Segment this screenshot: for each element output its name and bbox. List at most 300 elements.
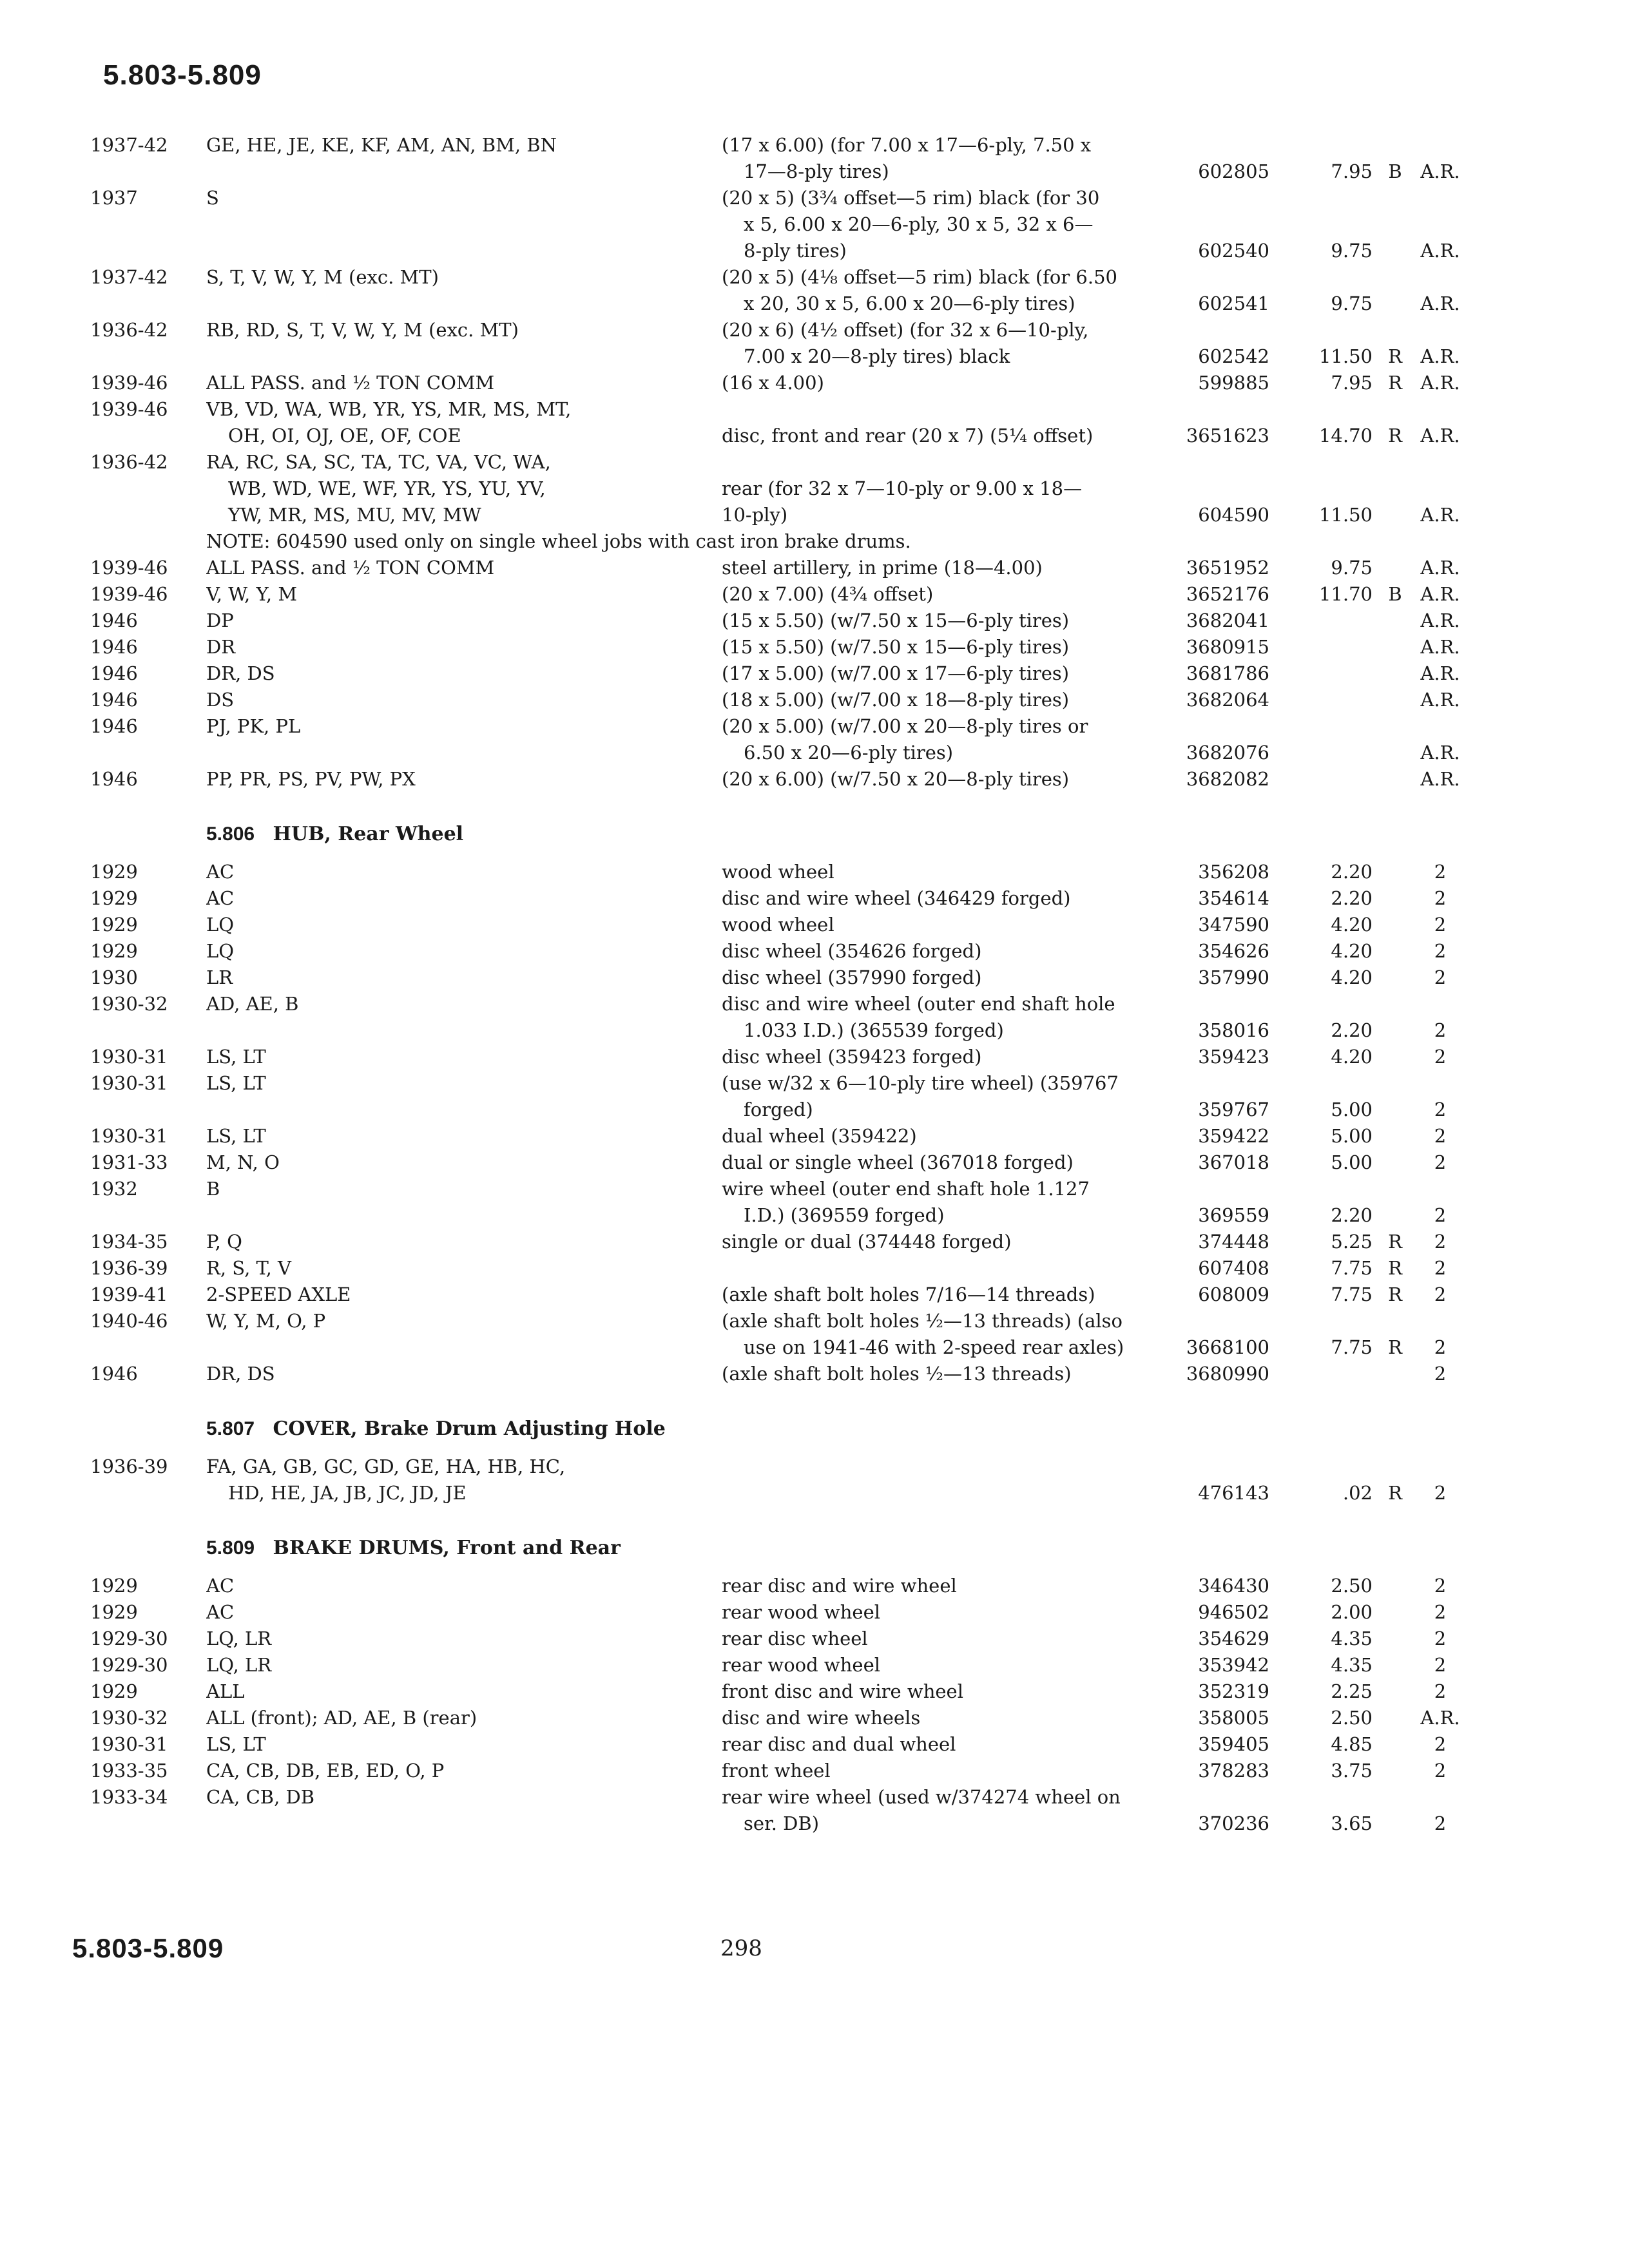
- table-row: [90, 1123, 1527, 1149]
- table-row: [90, 1480, 1527, 1506]
- quantity-cell: A.R.: [1420, 160, 1460, 182]
- year-cell: 1931-33: [90, 1151, 168, 1173]
- year-cell: 1946: [90, 636, 138, 658]
- price-cell: 5.00: [1331, 1125, 1373, 1147]
- table-row: [90, 291, 1527, 317]
- page-header-title: 5.803-5.809: [103, 59, 262, 91]
- quantity-cell: A.R.: [1420, 240, 1460, 262]
- quantity-cell: 2: [1434, 887, 1447, 909]
- quantity-cell: A.R.: [1420, 293, 1460, 314]
- year-cell: [90, 1480, 206, 1506]
- part-number-cell: 607408: [1198, 1257, 1269, 1279]
- year-cell: 1937-42: [90, 134, 168, 156]
- year-cell: 1930-31: [90, 1046, 168, 1068]
- year-cell: [90, 1811, 206, 1837]
- code-cell: [1379, 449, 1411, 476]
- quantity-cell: [1411, 132, 1469, 159]
- description-cell: dual wheel (359422): [722, 1125, 917, 1147]
- table-row: [90, 687, 1527, 713]
- table-row: [90, 1705, 1527, 1731]
- price-cell: 9.75: [1331, 557, 1373, 579]
- description-cell: disc, front and rear (20 x 7) (5¼ offset): [722, 425, 1094, 447]
- table-row: [90, 1044, 1527, 1070]
- table-row: [90, 1149, 1527, 1176]
- description-cell: (axle shaft bolt holes 7/16—14 threads): [722, 1283, 1095, 1305]
- description-cell: x 20, 30 x 5, 6.00 x 20—6-ply tires): [744, 293, 1075, 314]
- description-cell: dual or single wheel (367018 forged): [722, 1151, 1074, 1173]
- models-cell: DP: [206, 610, 234, 631]
- code-cell: [1379, 1202, 1411, 1229]
- table-row: [90, 238, 1527, 264]
- quantity-cell: [1411, 449, 1469, 476]
- models-cell: V, W, Y, M: [206, 583, 298, 605]
- section-5-809-heading: [90, 1535, 1527, 1561]
- table-row: [90, 317, 1527, 343]
- part-number-cell: 3651623: [1186, 425, 1269, 447]
- table-row: [90, 1784, 1527, 1811]
- code-cell: [1379, 291, 1411, 317]
- models-cell: LQ, LR: [206, 1628, 272, 1649]
- year-cell: 1946: [90, 689, 138, 711]
- table-row: [90, 159, 1527, 185]
- price-cell: 5.25: [1331, 1231, 1373, 1253]
- table-row: [90, 885, 1527, 912]
- code-cell: [1379, 185, 1411, 211]
- description-cell: (20 x 5) (3¾ offset—5 rim) black (for 30: [722, 187, 1100, 209]
- year-cell: [90, 1202, 206, 1229]
- section-number: 5.809: [206, 1537, 255, 1559]
- price-cell: [1295, 185, 1379, 211]
- description-cell: rear disc wheel: [722, 1628, 868, 1649]
- price-cell: [1295, 1784, 1379, 1811]
- part-number-cell: [1166, 1070, 1295, 1097]
- quantity-cell: 2: [1434, 1283, 1447, 1305]
- part-number-cell: [1166, 396, 1295, 423]
- price-cell: [1295, 634, 1379, 660]
- part-number-cell: 370236: [1198, 1812, 1269, 1834]
- price-cell: 11.50: [1318, 345, 1373, 367]
- models-cell: LS, LT: [206, 1072, 266, 1094]
- code-cell: [1379, 859, 1411, 885]
- part-number-cell: 3668100: [1186, 1336, 1269, 1358]
- description-cell: 17—8-ply tires): [744, 160, 889, 182]
- description-cell: (20 x 5.00) (w/7.00 x 20—8-ply tires or: [722, 715, 1088, 737]
- hub-rear-wheel-table: [90, 859, 1527, 1387]
- part-number-cell: 359405: [1198, 1733, 1269, 1755]
- price-cell: 7.75: [1331, 1283, 1373, 1305]
- quantity-cell: 2: [1434, 1760, 1447, 1782]
- year-cell: 1936-39: [90, 1456, 168, 1477]
- quantity-cell: 2: [1434, 1204, 1447, 1226]
- part-number-cell: 3681786: [1186, 662, 1269, 684]
- year-cell: 1939-46: [90, 372, 168, 394]
- table-row: [90, 1017, 1527, 1044]
- year-cell: 1933-34: [90, 1786, 168, 1808]
- year-cell: 1937-42: [90, 266, 168, 288]
- models-cell: [206, 1811, 722, 1837]
- code-cell: [1379, 317, 1411, 343]
- price-cell: [1295, 740, 1379, 766]
- price-cell: 9.75: [1331, 240, 1373, 262]
- description-cell: disc and wire wheel (outer end shaft hole: [722, 993, 1115, 1015]
- part-number-cell: 367018: [1198, 1151, 1269, 1173]
- code-cell: [1379, 211, 1411, 238]
- quantity-cell: 2: [1434, 1654, 1447, 1676]
- description-cell: x 5, 6.00 x 20—6-ply, 30 x 5, 32 x 6—: [744, 213, 1094, 235]
- quantity-cell: A.R.: [1420, 372, 1460, 394]
- part-number-cell: 602540: [1198, 240, 1269, 262]
- year-cell: 1936-42: [90, 319, 168, 341]
- code-cell: R: [1388, 425, 1402, 447]
- table-row: [90, 766, 1527, 793]
- models-cell: M, N, O: [206, 1151, 280, 1173]
- code-cell: [1379, 238, 1411, 264]
- models-cell: [206, 1202, 722, 1229]
- table-row: [90, 1070, 1527, 1097]
- description-cell: disc and wire wheel (346429 forged): [722, 887, 1071, 909]
- description-cell: wood wheel: [722, 861, 834, 883]
- part-number-cell: 354629: [1198, 1628, 1269, 1649]
- description-cell: [722, 1454, 1166, 1480]
- quantity-cell: [1411, 211, 1469, 238]
- models-cell: ALL PASS. and ½ TON COMM: [206, 557, 495, 579]
- part-number-cell: 3682082: [1186, 768, 1269, 790]
- year-cell: [90, 159, 206, 185]
- code-cell: [1379, 885, 1411, 912]
- year-cell: 1936-39: [90, 1257, 168, 1279]
- models-cell: LQ: [206, 914, 235, 936]
- models-cell: VB, VD, WA, WB, YR, YS, MR, MS, MT,: [206, 398, 572, 420]
- part-number-cell: 3680990: [1186, 1363, 1269, 1385]
- description-cell: [722, 449, 1166, 476]
- models-cell: AC: [206, 887, 235, 909]
- models-cell: AC: [206, 1601, 235, 1623]
- price-cell: 14.70: [1318, 425, 1373, 447]
- code-cell: [1379, 1044, 1411, 1070]
- code-cell: [1379, 476, 1411, 502]
- part-number-cell: 602805: [1198, 160, 1269, 182]
- price-cell: .02: [1342, 1482, 1373, 1504]
- quantity-cell: 2: [1434, 861, 1447, 883]
- year-cell: 1946: [90, 610, 138, 631]
- code-cell: [1379, 1070, 1411, 1097]
- models-cell: AD, AE, B: [206, 993, 299, 1015]
- part-number-cell: 352319: [1198, 1680, 1269, 1702]
- table-row: [90, 634, 1527, 660]
- part-number-cell: [1166, 449, 1295, 476]
- year-cell: 1946: [90, 715, 138, 737]
- table-row: [90, 264, 1527, 291]
- price-cell: [1295, 317, 1379, 343]
- quantity-cell: 2: [1434, 1812, 1447, 1834]
- description-cell: rear wood wheel: [722, 1601, 881, 1623]
- year-cell: 1946: [90, 768, 138, 790]
- table-row: [90, 1282, 1527, 1308]
- description-cell: 1.033 I.D.) (365539 forged): [744, 1019, 1004, 1041]
- table-row: [90, 1202, 1527, 1229]
- models-cell: DS: [206, 689, 235, 711]
- price-cell: [1295, 449, 1379, 476]
- models-cell: [206, 1017, 722, 1044]
- description-cell: (axle shaft bolt holes ½—13 threads): [722, 1363, 1072, 1385]
- code-cell: [1379, 1454, 1411, 1480]
- year-cell: 1939-46: [90, 583, 168, 605]
- models-cell: LQ: [206, 940, 235, 962]
- quantity-cell: 2: [1434, 1628, 1447, 1649]
- code-cell: [1379, 264, 1411, 291]
- part-number-cell: 358005: [1198, 1707, 1269, 1729]
- year-cell: 1929: [90, 1601, 138, 1623]
- models-cell: LS, LT: [206, 1733, 266, 1755]
- year-cell: [90, 502, 206, 528]
- table-row: [90, 1599, 1527, 1626]
- models-cell: AC: [206, 861, 235, 883]
- price-cell: 4.85: [1331, 1733, 1373, 1755]
- quantity-cell: [1411, 1454, 1469, 1480]
- description-cell: 6.50 x 20—6-ply tires): [744, 742, 954, 764]
- part-number-cell: [1166, 1784, 1295, 1811]
- code-cell: R: [1388, 1336, 1402, 1358]
- price-cell: 4.20: [1331, 1046, 1373, 1068]
- quantity-cell: A.R.: [1420, 504, 1460, 526]
- code-cell: [1379, 1361, 1411, 1387]
- part-number-cell: 359422: [1198, 1125, 1269, 1147]
- description-cell: ser. DB): [744, 1812, 820, 1834]
- table-row: [90, 502, 1527, 528]
- quantity-cell: 2: [1434, 1257, 1447, 1279]
- part-number-cell: 946502: [1198, 1601, 1269, 1623]
- quantity-cell: A.R.: [1420, 1707, 1460, 1729]
- year-cell: 1939-46: [90, 398, 168, 420]
- description-cell: (20 x 6.00) (w/7.50 x 20—8-ply tires): [722, 768, 1070, 790]
- quantity-cell: A.R.: [1420, 583, 1460, 605]
- quantity-cell: 2: [1434, 1125, 1447, 1147]
- price-cell: 2.50: [1331, 1707, 1373, 1729]
- table-row: [90, 1652, 1527, 1678]
- code-cell: R: [1388, 1231, 1402, 1253]
- table-row: [90, 1454, 1527, 1480]
- part-number-cell: 359767: [1198, 1099, 1269, 1120]
- quantity-cell: 2: [1434, 940, 1447, 962]
- year-cell: 1930-31: [90, 1072, 168, 1094]
- part-number-cell: 599885: [1198, 372, 1269, 394]
- code-cell: [1379, 1784, 1411, 1811]
- code-cell: [1379, 1017, 1411, 1044]
- code-cell: [1379, 1123, 1411, 1149]
- description-cell: (17 x 6.00) (for 7.00 x 17—6-ply, 7.50 x: [722, 134, 1092, 156]
- description-cell: single or dual (374448 forged): [722, 1231, 1012, 1253]
- quantity-cell: 2: [1434, 1151, 1447, 1173]
- part-number-cell: 3651952: [1186, 557, 1269, 579]
- part-number-cell: [1166, 1454, 1295, 1480]
- models-cell: GE, HE, JE, KE, KF, AM, AN, BM, BN: [206, 134, 557, 156]
- description-cell: disc and wire wheels: [722, 1707, 921, 1729]
- description-cell: (16 x 4.00): [722, 372, 824, 394]
- models-cell: PJ, PK, PL: [206, 715, 301, 737]
- year-cell: 1936-42: [90, 451, 168, 473]
- part-number-cell: [1166, 317, 1295, 343]
- description-cell: rear wire wheel (used w/374274 wheel on: [722, 1786, 1121, 1808]
- quantity-cell: 2: [1434, 1482, 1447, 1504]
- quantity-cell: [1411, 713, 1469, 740]
- price-cell: 4.20: [1331, 966, 1373, 988]
- price-cell: 2.25: [1331, 1680, 1373, 1702]
- models-cell: PP, PR, PS, PV, PW, PX: [206, 768, 416, 790]
- year-cell: 1934-35: [90, 1231, 168, 1253]
- code-cell: [1379, 1811, 1411, 1837]
- table-row: [90, 1678, 1527, 1705]
- code-cell: [1379, 687, 1411, 713]
- price-cell: 7.95: [1331, 160, 1373, 182]
- models-cell: DR, DS: [206, 662, 275, 684]
- year-cell: 1929: [90, 861, 138, 883]
- section-title: BRAKE DRUMS, Front and Rear: [273, 1537, 621, 1559]
- description-cell: use on 1941-46 with 2-speed rear axles): [744, 1336, 1124, 1358]
- description-cell: 8-ply tires): [744, 240, 847, 262]
- year-cell: 1946: [90, 662, 138, 684]
- year-cell: 1932: [90, 1178, 138, 1200]
- price-cell: [1295, 1361, 1379, 1387]
- part-number-cell: 476143: [1198, 1482, 1269, 1504]
- code-cell: [1379, 1149, 1411, 1176]
- description-cell: [722, 1480, 1166, 1506]
- table-row: [90, 396, 1527, 423]
- table-row: [90, 740, 1527, 766]
- models-cell: LR: [206, 966, 233, 988]
- description-cell: forged): [744, 1099, 813, 1120]
- price-cell: 5.00: [1331, 1099, 1373, 1120]
- code-cell: [1379, 502, 1411, 528]
- price-cell: [1295, 132, 1379, 159]
- code-cell: R: [1388, 372, 1402, 394]
- models-cell: P, Q: [206, 1231, 242, 1253]
- quantity-cell: A.R.: [1420, 636, 1460, 658]
- price-cell: [1295, 1070, 1379, 1097]
- models-cell: B: [206, 1178, 220, 1200]
- code-cell: B: [1388, 160, 1402, 182]
- code-cell: [1379, 1731, 1411, 1758]
- price-cell: [1295, 766, 1379, 793]
- code-cell: [1379, 1308, 1411, 1334]
- models-cell: ALL PASS. and ½ TON COMM: [206, 372, 495, 394]
- models-cell: 2-SPEED AXLE: [206, 1283, 351, 1305]
- description-cell: disc wheel (357990 forged): [722, 966, 982, 988]
- code-cell: [1379, 396, 1411, 423]
- description-cell: wood wheel: [722, 914, 834, 936]
- models-cell: DR, DS: [206, 1363, 275, 1385]
- page-footer-section-range: 5.803-5.809: [72, 1933, 224, 1963]
- table-row: [90, 449, 1527, 476]
- quantity-cell: 2: [1434, 1019, 1447, 1041]
- description-cell: (20 x 7.00) (4¾ offset): [722, 583, 934, 605]
- models-cell: R, S, T, V: [206, 1257, 292, 1279]
- code-cell: [1379, 1678, 1411, 1705]
- wheel-parts-table-continued: [90, 555, 1527, 793]
- part-number-cell: 359423: [1198, 1046, 1269, 1068]
- table-row: [90, 991, 1527, 1017]
- models-cell: ALL: [206, 1680, 245, 1702]
- wheel-parts-table: [90, 132, 1527, 528]
- quantity-cell: A.R.: [1420, 689, 1460, 711]
- description-cell: (15 x 5.50) (w/7.50 x 15—6-ply tires): [722, 610, 1070, 631]
- year-cell: 1939-46: [90, 557, 168, 579]
- description-cell: disc wheel (359423 forged): [722, 1046, 982, 1068]
- year-cell: 1929: [90, 1680, 138, 1702]
- section-5-806-heading: [90, 821, 1527, 847]
- models-cell: RA, RC, SA, SC, TA, TC, VA, VC, WA,: [206, 451, 551, 473]
- parts-catalog-content: [90, 132, 1527, 1837]
- price-cell: 5.00: [1331, 1151, 1373, 1173]
- code-cell: [1379, 713, 1411, 740]
- table-row: [90, 132, 1527, 159]
- code-cell: [1379, 1599, 1411, 1626]
- models-cell: [206, 291, 722, 317]
- year-cell: 1946: [90, 1363, 138, 1385]
- table-row: [90, 343, 1527, 370]
- part-number-cell: 374448: [1198, 1231, 1269, 1253]
- table-row: [90, 370, 1527, 396]
- quantity-cell: 2: [1434, 1575, 1447, 1597]
- price-cell: 4.35: [1331, 1654, 1373, 1676]
- table-row: [90, 185, 1527, 211]
- price-cell: [1295, 660, 1379, 687]
- table-row: [90, 713, 1527, 740]
- year-cell: 1939-41: [90, 1283, 168, 1305]
- price-cell: 9.75: [1331, 293, 1373, 314]
- year-cell: [90, 423, 206, 449]
- code-cell: [1379, 965, 1411, 991]
- code-cell: [1379, 634, 1411, 660]
- table-row: [90, 211, 1527, 238]
- table-row: [90, 938, 1527, 965]
- code-cell: [1379, 1097, 1411, 1123]
- brake-drums-table: [90, 1573, 1527, 1837]
- description-cell: wire wheel (outer end shaft hole 1.127: [722, 1178, 1090, 1200]
- models-cell: FA, GA, GB, GC, GD, GE, HA, HB, HC,: [206, 1456, 566, 1477]
- year-cell: 1929-30: [90, 1654, 168, 1676]
- part-number-cell: 3680915: [1186, 636, 1269, 658]
- table-row: [90, 1573, 1527, 1599]
- description-cell: (use w/32 x 6—10-ply tire wheel) (359767: [722, 1072, 1119, 1094]
- models-cell: [206, 238, 722, 264]
- year-cell: 1929-30: [90, 1628, 168, 1649]
- year-cell: [90, 238, 206, 264]
- price-cell: 2.50: [1331, 1575, 1373, 1597]
- quantity-cell: A.R.: [1420, 742, 1460, 764]
- price-cell: 11.50: [1318, 504, 1373, 526]
- price-cell: 2.20: [1331, 1204, 1373, 1226]
- quantity-cell: [1411, 476, 1469, 502]
- code-cell: [1379, 1758, 1411, 1784]
- part-number-cell: [1166, 713, 1295, 740]
- quantity-cell: A.R.: [1420, 610, 1460, 631]
- quantity-cell: 2: [1434, 914, 1447, 936]
- part-number-cell: 608009: [1198, 1283, 1269, 1305]
- models-cell: WB, WD, WE, WF, YR, YS, YU, YV,: [228, 477, 546, 499]
- description-cell: (20 x 6) (4½ offset) (for 32 x 6—10-ply,: [722, 319, 1089, 341]
- quantity-cell: A.R.: [1420, 768, 1460, 790]
- table-row: [90, 660, 1527, 687]
- part-number-cell: [1166, 132, 1295, 159]
- quantity-cell: 2: [1434, 1733, 1447, 1755]
- part-number-cell: 358016: [1198, 1019, 1269, 1041]
- code-cell: [1379, 608, 1411, 634]
- models-cell: [206, 343, 722, 370]
- code-cell: [1379, 555, 1411, 581]
- year-cell: [90, 740, 206, 766]
- code-cell: [1379, 912, 1411, 938]
- table-row: [90, 423, 1527, 449]
